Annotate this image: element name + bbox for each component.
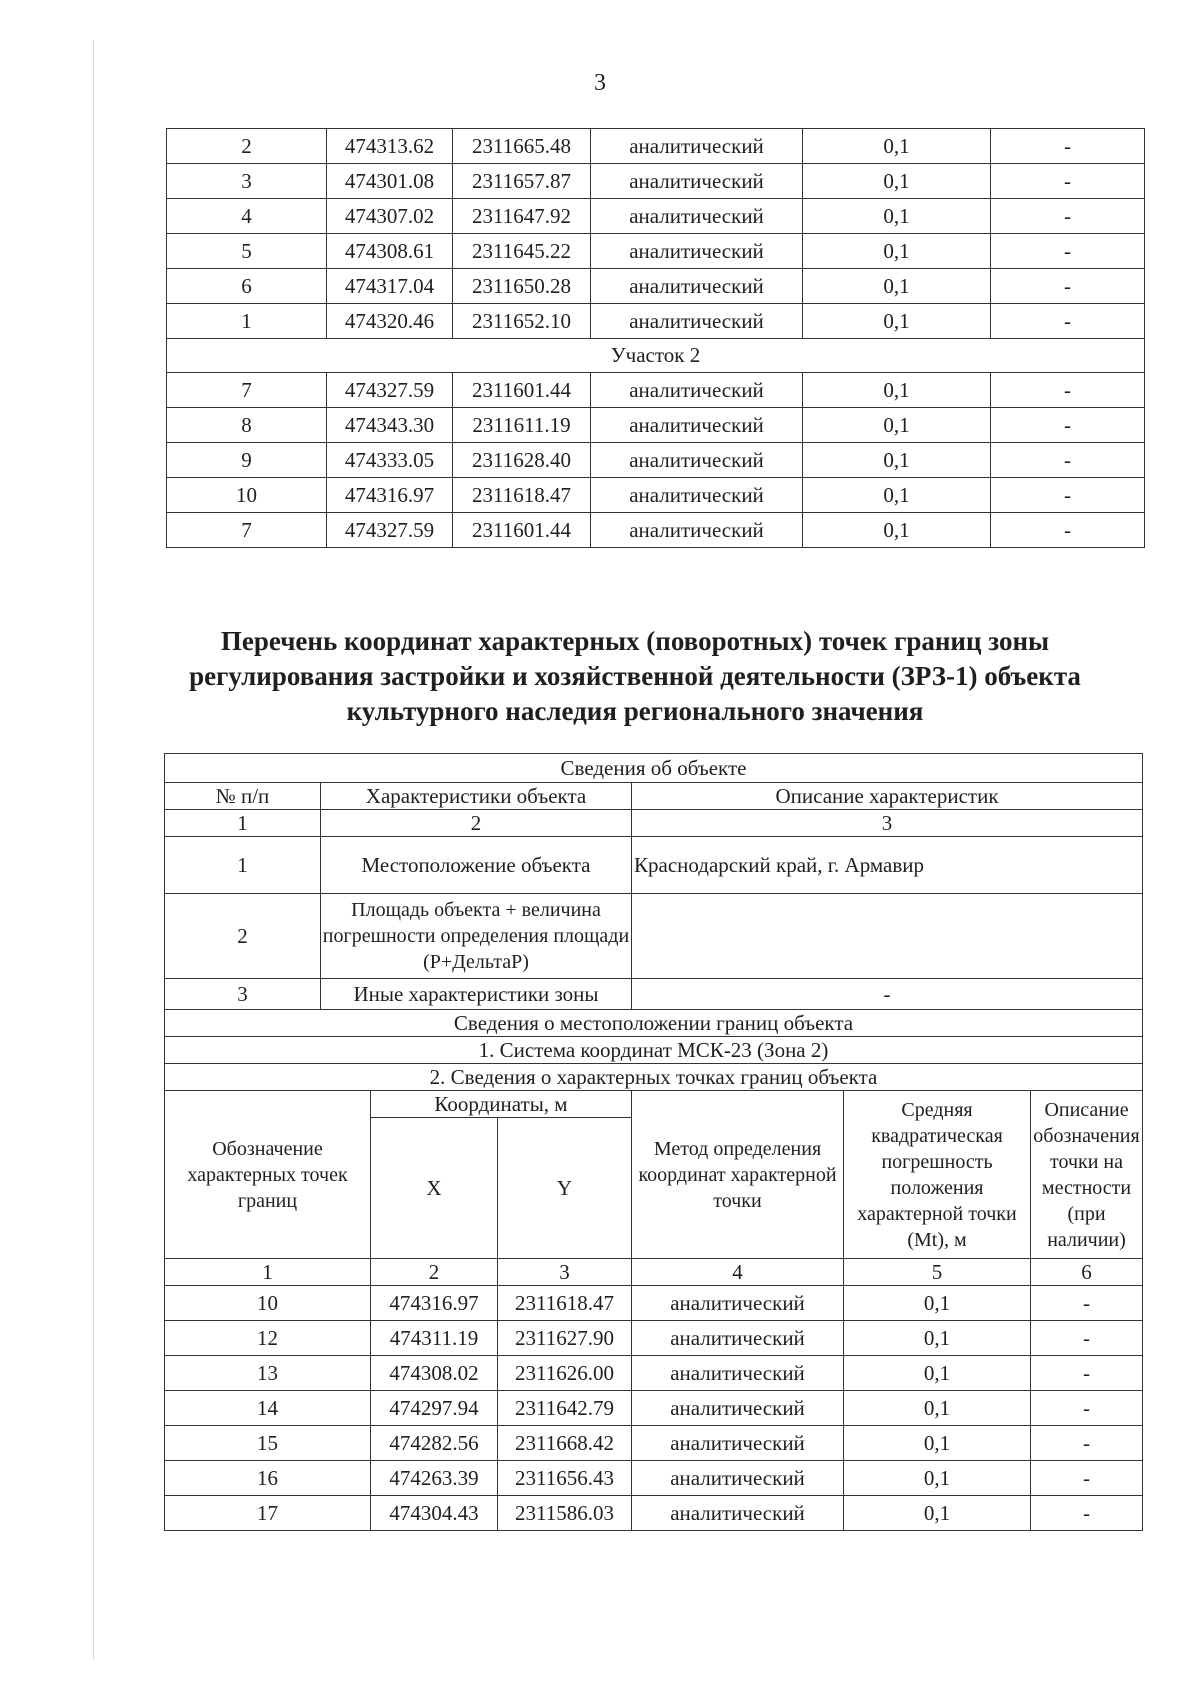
table1-rows-plot2 — [167, 373, 1145, 548]
object-info-header-row — [165, 783, 1143, 810]
header-y: Y — [498, 1118, 632, 1259]
table-row — [167, 304, 1145, 339]
coord-x: 474297.94 — [371, 1391, 498, 1426]
description-cell: - — [991, 164, 1145, 199]
info-description: Краснодарский край, г. Армавир — [632, 837, 1143, 894]
point-number: 10 — [165, 1286, 371, 1321]
coord-system: 1. Система координат МСК-23 (Зона 2) — [165, 1037, 1143, 1064]
point-number: 5 — [167, 234, 327, 269]
mt-cell: 0,1 — [803, 199, 991, 234]
point-number: 9 — [167, 443, 327, 478]
description-cell: - — [991, 199, 1145, 234]
object-info-index-row — [165, 810, 1143, 837]
coord-x: 474327.59 — [327, 513, 453, 548]
mt-cell: 0,1 — [844, 1461, 1031, 1496]
method-cell: аналитический — [632, 1391, 844, 1426]
description-cell: - — [991, 408, 1145, 443]
heading-line-1: Перечень координат характерных (поворотных) точек границ зоны — [220, 626, 1050, 656]
coord-y: 2311618.47 — [453, 478, 591, 513]
zone-boundary-table — [164, 753, 1143, 1531]
object-info-title-row — [165, 754, 1143, 783]
info-description — [632, 894, 1143, 979]
mt-cell: 0,1 — [803, 408, 991, 443]
method-cell: аналитический — [632, 1426, 844, 1461]
mt-cell: 0,1 — [803, 513, 991, 548]
header-coordinates: Координаты, м — [371, 1091, 632, 1118]
points-header-row-1 — [165, 1091, 1143, 1118]
method-cell: аналитический — [632, 1321, 844, 1356]
coord-x: 474316.97 — [371, 1286, 498, 1321]
column-index: 5 — [844, 1259, 1031, 1286]
description-cell: - — [1031, 1391, 1143, 1426]
coord-x: 474311.19 — [371, 1321, 498, 1356]
col-description-header: Описание характеристик — [632, 783, 1143, 810]
method-cell: аналитический — [632, 1496, 844, 1531]
header-mt: Средняя квадратическая погрешность положения характерной точки (Mt), м — [844, 1091, 1031, 1259]
object-info-title: Сведения об объекте — [165, 754, 1143, 783]
point-number: 1 — [167, 304, 327, 339]
coord-x: 474304.43 — [371, 1496, 498, 1531]
description-cell: - — [1031, 1321, 1143, 1356]
point-number: 15 — [165, 1426, 371, 1461]
method-cell: аналитический — [591, 478, 803, 513]
description-cell: - — [1031, 1356, 1143, 1391]
table-row — [165, 1461, 1143, 1496]
table-row — [167, 408, 1145, 443]
point-number: 8 — [167, 408, 327, 443]
method-cell: аналитический — [591, 129, 803, 164]
table-row — [167, 373, 1145, 408]
column-index: 1 — [165, 1259, 371, 1286]
description-cell: - — [991, 234, 1145, 269]
table-row — [167, 164, 1145, 199]
info-number: 1 — [165, 837, 321, 894]
method-cell: аналитический — [591, 513, 803, 548]
mt-cell: 0,1 — [844, 1496, 1031, 1531]
coord-y: 2311668.42 — [498, 1426, 632, 1461]
method-cell: аналитический — [632, 1356, 844, 1391]
location-title-row — [165, 1010, 1143, 1037]
method-cell: аналитический — [591, 373, 803, 408]
point-number: 12 — [165, 1321, 371, 1356]
table-row — [167, 269, 1145, 304]
index-cell: 3 — [632, 810, 1143, 837]
info-characteristic: Площадь объекта + величина погрешности определения площади (P+ДельтаР) — [321, 894, 632, 979]
column-index: 4 — [632, 1259, 844, 1286]
mt-cell: 0,1 — [803, 373, 991, 408]
coord-x: 474301.08 — [327, 164, 453, 199]
coord-x: 474317.04 — [327, 269, 453, 304]
table-row — [165, 1286, 1143, 1321]
heading-line-3: культурного наследия регионального значения — [346, 696, 924, 727]
table-row — [165, 1321, 1143, 1356]
header-description: Описание обозначения точки на местности (при наличии) — [1031, 1091, 1143, 1259]
coord-y: 2311611.19 — [453, 408, 591, 443]
description-cell: - — [991, 478, 1145, 513]
description-cell: - — [991, 443, 1145, 478]
description-cell: - — [1031, 1496, 1143, 1531]
point-number: 7 — [167, 373, 327, 408]
table-row — [167, 129, 1145, 164]
mt-cell: 0,1 — [803, 129, 991, 164]
coord-system-row — [165, 1037, 1143, 1064]
description-cell: - — [991, 513, 1145, 548]
points-rows — [165, 1286, 1143, 1531]
coord-y: 2311586.03 — [498, 1496, 632, 1531]
table-row — [167, 478, 1145, 513]
col-characteristics-header: Характеристики объекта — [321, 783, 632, 810]
section-row — [167, 339, 1145, 373]
point-number: 10 — [167, 478, 327, 513]
coord-y: 2311627.90 — [498, 1321, 632, 1356]
index-cell: 1 — [165, 810, 321, 837]
info-row — [165, 837, 1143, 894]
info-number: 2 — [165, 894, 321, 979]
coord-y: 2311650.28 — [453, 269, 591, 304]
info-characteristic: Иные характеристики зоны — [321, 979, 632, 1010]
mt-cell: 0,1 — [844, 1286, 1031, 1321]
header-method: Метод определения координат характерной точки — [632, 1091, 844, 1259]
method-cell: аналитический — [591, 269, 803, 304]
method-cell: аналитический — [591, 164, 803, 199]
method-cell: аналитический — [591, 304, 803, 339]
points-title: 2. Сведения о характерных точках границ объекта — [165, 1064, 1143, 1091]
coord-y: 2311601.44 — [453, 373, 591, 408]
coord-x: 474313.62 — [327, 129, 453, 164]
point-number: 7 — [167, 513, 327, 548]
header-points: Обозначение характерных точек границ — [165, 1091, 371, 1259]
method-cell: аналитический — [591, 199, 803, 234]
mt-cell: 0,1 — [803, 164, 991, 199]
column-index: 3 — [498, 1259, 632, 1286]
index-cell: 2 — [321, 810, 632, 837]
header-x: X — [371, 1118, 498, 1259]
mt-cell: 0,1 — [803, 443, 991, 478]
info-row — [165, 979, 1143, 1010]
col-number-header: № п/п — [165, 783, 321, 810]
method-cell: аналитический — [591, 234, 803, 269]
coord-y: 2311642.79 — [498, 1391, 632, 1426]
column-index: 2 — [371, 1259, 498, 1286]
method-cell: аналитический — [632, 1461, 844, 1496]
coord-y: 2311628.40 — [453, 443, 591, 478]
coord-y: 2311652.10 — [453, 304, 591, 339]
coord-y: 2311656.43 — [498, 1461, 632, 1496]
heading-line-2: регулирования застройки и хозяйственной деятельности (ЗРЗ-1) объекта — [189, 661, 1081, 692]
coord-x: 474308.61 — [327, 234, 453, 269]
table-row — [165, 1356, 1143, 1391]
coord-x: 474282.56 — [371, 1426, 498, 1461]
point-number: 13 — [165, 1356, 371, 1391]
method-cell: аналитический — [591, 443, 803, 478]
description-cell: - — [991, 373, 1145, 408]
coord-y: 2311601.44 — [453, 513, 591, 548]
point-number: 17 — [165, 1496, 371, 1531]
mt-cell: 0,1 — [803, 269, 991, 304]
description-cell: - — [1031, 1286, 1143, 1321]
table-row — [167, 234, 1145, 269]
coord-x: 474308.02 — [371, 1356, 498, 1391]
description-cell: - — [991, 129, 1145, 164]
table-row — [167, 513, 1145, 548]
point-number: 6 — [167, 269, 327, 304]
coord-x: 474333.05 — [327, 443, 453, 478]
coord-y: 2311665.48 — [453, 129, 591, 164]
location-title: Сведения о местоположении границ объекта — [165, 1010, 1143, 1037]
section-label: Участок 2 — [167, 339, 1145, 373]
point-number: 3 — [167, 164, 327, 199]
coord-x: 474316.97 — [327, 478, 453, 513]
description-cell: - — [991, 304, 1145, 339]
document-heading — [120, 624, 1150, 729]
table-row — [167, 199, 1145, 234]
mt-cell: 0,1 — [803, 234, 991, 269]
mt-cell: 0,1 — [844, 1391, 1031, 1426]
mt-cell: 0,1 — [803, 478, 991, 513]
mt-cell: 0,1 — [803, 304, 991, 339]
coord-y: 2311645.22 — [453, 234, 591, 269]
points-title-row — [165, 1064, 1143, 1091]
coord-x: 474343.30 — [327, 408, 453, 443]
point-number: 14 — [165, 1391, 371, 1426]
description-cell: - — [991, 269, 1145, 304]
point-number: 4 — [167, 199, 327, 234]
table-row — [165, 1496, 1143, 1531]
coord-x: 474320.46 — [327, 304, 453, 339]
margin-line — [93, 40, 94, 1660]
mt-cell: 0,1 — [844, 1321, 1031, 1356]
coord-x: 474327.59 — [327, 373, 453, 408]
table-row — [167, 443, 1145, 478]
info-description: - — [632, 979, 1143, 1010]
mt-cell: 0,1 — [844, 1426, 1031, 1461]
column-index-row — [165, 1259, 1143, 1286]
table1-section — [167, 339, 1145, 373]
mt-cell: 0,1 — [844, 1356, 1031, 1391]
coord-y: 2311626.00 — [498, 1356, 632, 1391]
description-cell: - — [1031, 1426, 1143, 1461]
coord-y: 2311657.87 — [453, 164, 591, 199]
coord-x: 474307.02 — [327, 199, 453, 234]
info-number: 3 — [165, 979, 321, 1010]
coord-x: 474263.39 — [371, 1461, 498, 1496]
info-row — [165, 894, 1143, 979]
description-cell: - — [1031, 1461, 1143, 1496]
method-cell: аналитический — [632, 1286, 844, 1321]
coord-y: 2311618.47 — [498, 1286, 632, 1321]
column-index: 6 — [1031, 1259, 1143, 1286]
point-number: 16 — [165, 1461, 371, 1496]
table1-rows-plot1 — [167, 129, 1145, 339]
point-number: 2 — [167, 129, 327, 164]
table-row — [165, 1391, 1143, 1426]
coord-y: 2311647.92 — [453, 199, 591, 234]
info-characteristic: Местоположение объекта — [321, 837, 632, 894]
coordinates-table-continued — [166, 128, 1145, 548]
table-row — [165, 1426, 1143, 1461]
object-info-section — [165, 754, 1143, 1286]
method-cell: аналитический — [591, 408, 803, 443]
page-number: 3 — [594, 70, 606, 96]
